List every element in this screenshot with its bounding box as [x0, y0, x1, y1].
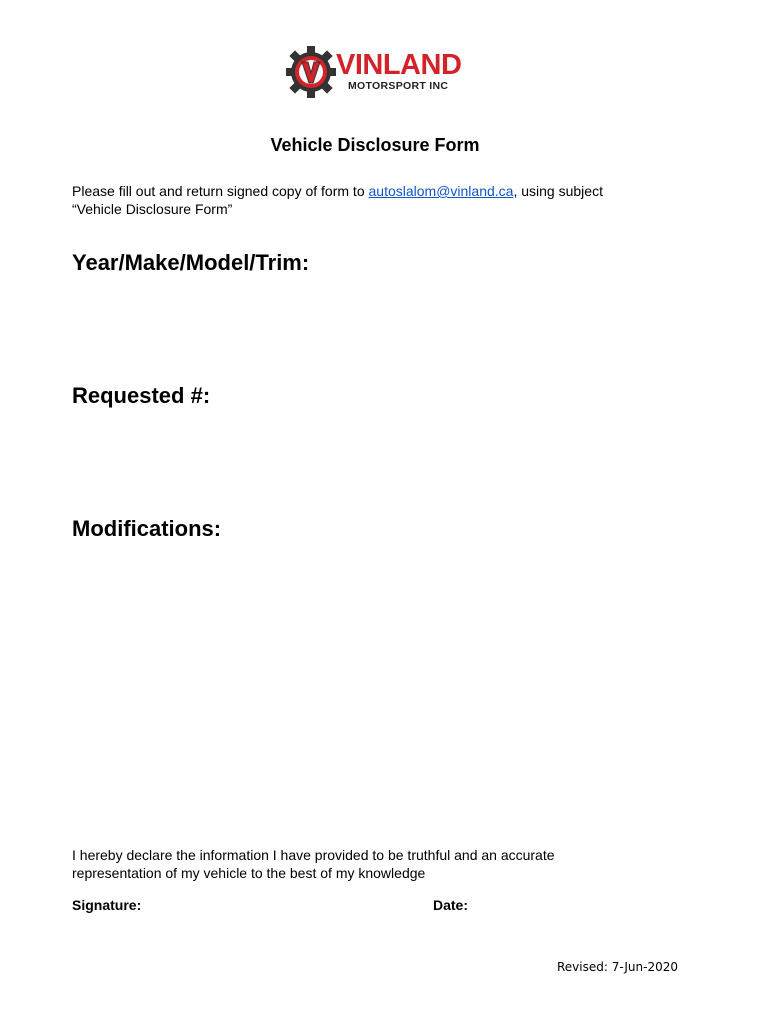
declaration-line-1: I hereby declare the information I have provided to be truthful and an accurate [72, 847, 555, 863]
logo-subtitle: MOTORSPORT INC [348, 80, 449, 92]
instructions-subject: “Vehicle Disclosure Form” [72, 201, 233, 217]
vinland-logo [286, 44, 486, 100]
year-make-model-trim-heading: Year/Make/Model/Trim: [72, 250, 310, 275]
gear-emblem-icon [286, 44, 336, 100]
requested-number-heading: Requested #: [72, 383, 211, 408]
email-link[interactable]: autoslalom@vinland.ca [368, 183, 514, 199]
instructions [72, 182, 692, 218]
instructions-text: Please fill out and return signed copy of form to [72, 183, 369, 199]
declaration-text [72, 846, 672, 882]
revised-date: Revised: 7-Jun-2020 [557, 960, 678, 974]
page-title: Vehicle Disclosure Form [270, 135, 480, 155]
declaration-line-2: representation of my vehicle to the best of my knowledge [72, 865, 426, 881]
instructions-text-suffix: , using subject [513, 183, 603, 199]
logo-brand: VINLAND [336, 49, 462, 81]
signature-label: Signature: [72, 897, 142, 913]
modifications-heading: Modifications: [72, 516, 222, 541]
date-label: Date: [433, 897, 469, 913]
